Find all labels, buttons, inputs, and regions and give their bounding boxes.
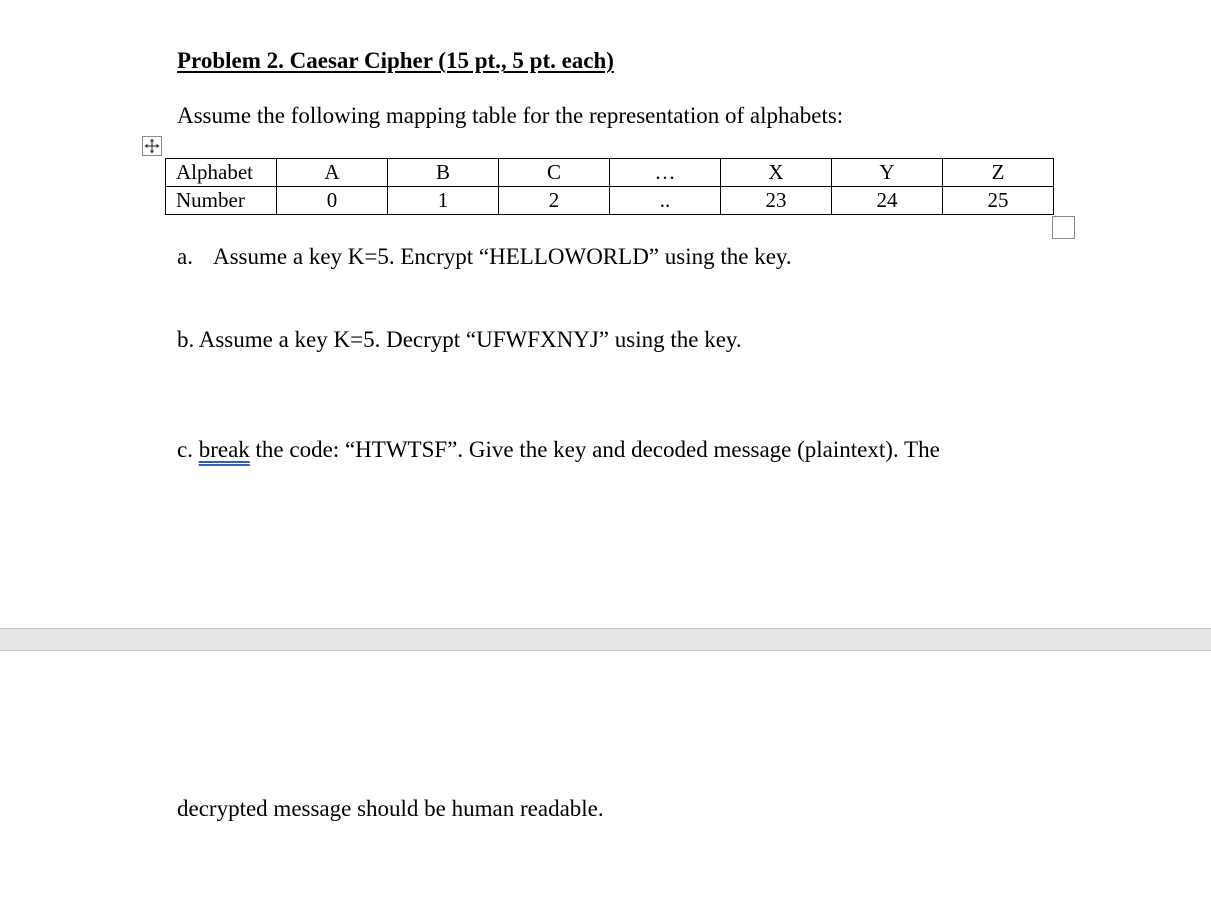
table-cell[interactable]: A [277,159,388,187]
table-cell[interactable]: 23 [721,187,832,215]
table-resize-handle[interactable] [1052,216,1075,239]
table-move-handle[interactable] [142,136,162,156]
row-header-number[interactable]: Number [166,187,277,215]
table-row-number [166,187,1054,215]
intro-paragraph: Assume the following mapping table for the representation of alphabets: [177,103,844,128]
table-cell[interactable]: 1 [388,187,499,215]
table-cell[interactable]: X [721,159,832,187]
problem-title: Problem 2. Caesar Cipher (15 pt., 5 pt. each) [177,48,614,73]
question-c-prefix: c. [177,437,199,462]
mapping-table[interactable] [165,158,1054,215]
question-c-continuation: decrypted message should be human readable. [177,796,604,821]
table-cell[interactable]: Y [832,159,943,187]
row-header-alphabet[interactable]: Alphabet [166,159,277,187]
table-cell[interactable]: .. [610,187,721,215]
spellcheck-flagged-word[interactable]: break [198,437,250,462]
page-break-gap [0,628,1211,651]
question-c-text [177,437,940,463]
table-row-alphabet [166,159,1054,187]
table-cell[interactable]: Z [943,159,1054,187]
table-cell[interactable]: 25 [943,187,1054,215]
question-a-label: a. [177,244,193,269]
question-b-text: b. Assume a key K=5. Decrypt “UFWFXNYJ” using the key. [177,327,742,352]
table-cell[interactable]: 0 [277,187,388,215]
table-cell[interactable]: B [388,159,499,187]
table-cell[interactable]: 24 [832,187,943,215]
table-cell[interactable]: C [499,159,610,187]
question-c-suffix: the code: “HTWTSF”. Give the key and decoded message (plaintext). The [249,437,940,462]
question-a-text: Assume a key K=5. Encrypt “HELLOWORLD” using the key. [213,244,792,269]
table-cell[interactable]: 2 [499,187,610,215]
move-arrows-icon [144,138,160,154]
table-cell[interactable]: … [610,159,721,187]
